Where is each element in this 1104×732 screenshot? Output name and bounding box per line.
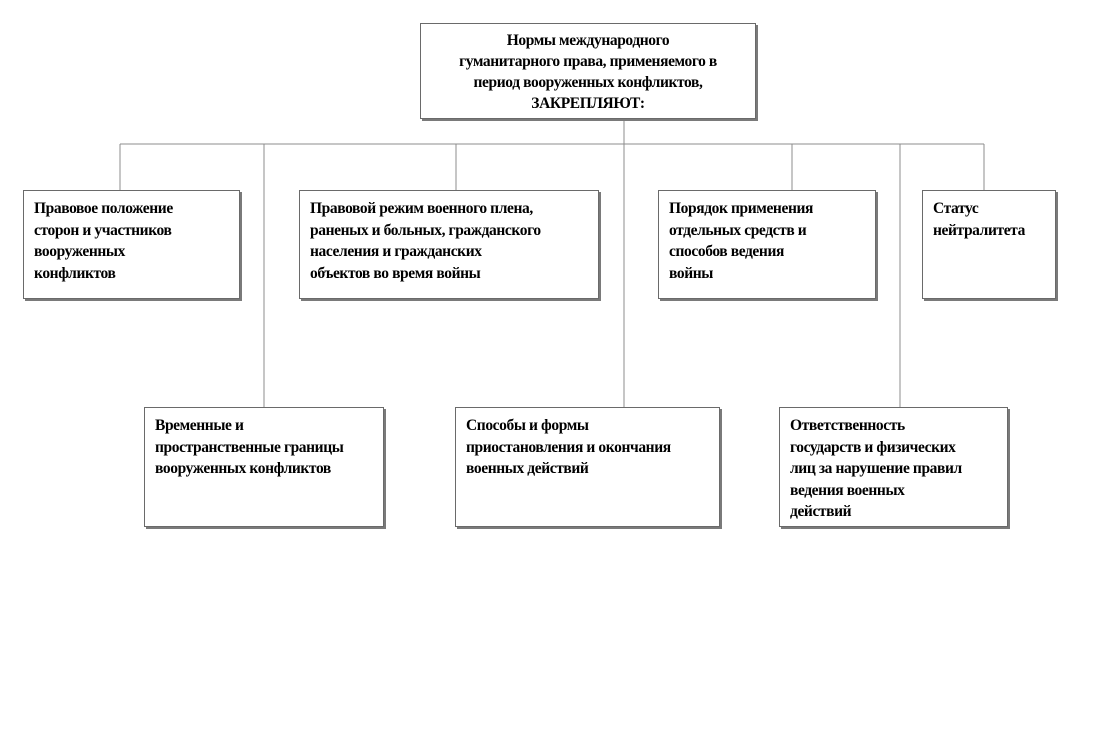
box-line: раненых и больных, гражданского: [310, 221, 541, 239]
root-line: период вооруженных конфликтов,: [473, 74, 703, 91]
box-line: вооруженных: [34, 243, 125, 260]
box-line: отдельных средств и: [669, 221, 807, 239]
box-line: лиц за нарушение правил: [790, 460, 962, 477]
box-line: Ответственность: [790, 417, 905, 434]
box-line: Правовое положение: [34, 200, 173, 217]
box-line: пространственные границы: [155, 438, 344, 456]
root-box: [420, 23, 756, 119]
box-line: нейтралитета: [933, 221, 1025, 239]
box-suspension-and-ending: [455, 407, 720, 527]
box-line: ведения военных: [790, 481, 905, 499]
box-legal-status-of-parties: [23, 190, 240, 299]
box-line: Статус: [933, 200, 979, 217]
box-time-space-boundaries: [144, 407, 384, 527]
box-line: объектов во время войны: [310, 264, 481, 282]
box-line: Временные и: [155, 417, 244, 434]
box-line: войны: [669, 264, 713, 282]
box-line: государств и физических: [790, 438, 956, 456]
box-line: Правовой режим военного плена,: [310, 200, 533, 217]
root-line: гуманитарного права, применяемого в: [459, 53, 717, 70]
box-line: конфликтов: [34, 264, 116, 282]
box-line: сторон и участников: [34, 221, 172, 239]
box-line: вооруженных конфликтов: [155, 460, 331, 477]
box-line: военных действий: [466, 460, 589, 477]
box-line: приостановления и окончания: [466, 438, 671, 456]
box-legal-regime-captivity: [299, 190, 599, 299]
box-line: действий: [790, 503, 852, 520]
box-neutrality-status: [922, 190, 1056, 299]
box-means-and-methods: [658, 190, 876, 299]
root-line: Нормы международного: [506, 32, 670, 49]
box-line: Способы и формы: [466, 417, 589, 434]
box-line: населения и гражданских: [310, 243, 482, 260]
box-responsibility: [779, 407, 1008, 527]
box-line: способов ведения: [669, 243, 784, 260]
box-line: Порядок применения: [669, 200, 813, 217]
root-line: ЗАКРЕПЛЯЮТ:: [531, 95, 645, 112]
